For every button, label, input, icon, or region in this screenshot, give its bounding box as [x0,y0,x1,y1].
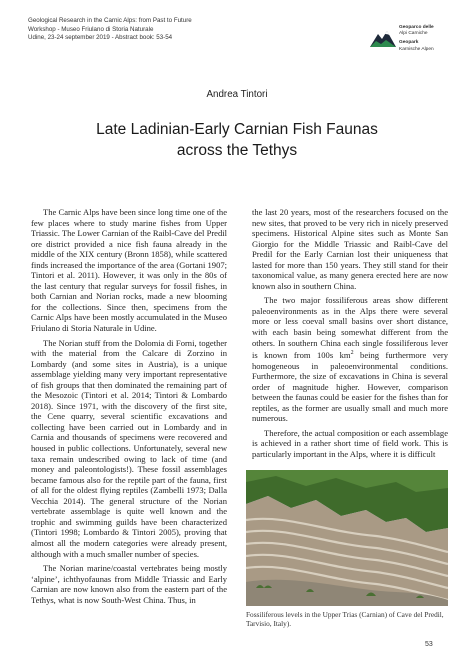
mountain-logo-icon [370,29,396,47]
paragraph-2: The Norian stuff from the Dolomia di Forni, together with the material from the Calcare di Zorzino in Lombardy (and some sites in Austria), is a unique assemblage yielding many very important representative of fish groups that then dominated the remaining part of the Mesozoic (Tintori et al. 2014; Tintori & Lombardo 2018). Since 1971, with the discovery of the first site, the Cene quarry, several scientific excavations and collecting have been carried out in Lombardy and in Carnia and thousands of specimens were recovered and housed in public collections. Unfortunately, several new taxa remain undescribed owing to lack of time (and money and paleontologists!). These fossil assemblages became famous also for the reptile part of the fauna, first of all for the oldest flying reptiles (Zambelli 1973; Dalla Vecchia 2014). The general structure of the Norian vertebrate assemblage is quite well known and the trophic and swimming guilds have been characterized (Tintori 1998; Lombardo & Tintori 2005), proving that almost all the modern categories were already present, although with a much smaller number of species. [31,337,227,559]
paragraph-5: Therefore, the actual composition or each assemblage is achieved in a rather short time of field work. This is particularly important in the Alps, where it is difficult [252,427,448,459]
author-name: Andrea Tintori [206,89,268,100]
title-line-2: across the Tethys [176,142,298,159]
page-number: 53 [425,641,433,648]
header-line-2: Workshop - Museo Friulano di Storia Naturale [28,25,154,33]
header-line-1: Geological Research in the Carnic Alps: from Past to Future [28,17,192,24]
paragraph-4-text-a: The two major fossiliferous areas show different paleoenvironments as in the Alps there were several more or less coeval small basins over short distance, with each basin being somewhat different from the others. In southern China each single fossiliferous lever is known from 100s km [252,295,448,360]
figure-caption: Fossiliferous levels in the Upper Trias (Carnian) of Cave del Predil, Tarvisio, Italy). [246,610,444,628]
logo-text [399,25,434,53]
superscript-two: 2 [350,350,354,357]
paragraph-3-continued: the last 20 years, most of the researchers focused on the new sites, that proved to be very rich in nicely preserved specimens. Historical Alpine sites such as Monte San Giorgio for the Middle Triassic and Raibl-Cave del Predil for the Early Carnian lost their uniqueness that lasted for more than 150 years. They still stand for their taxonomical value, as many genera erected here are now known also in southern China. [252,207,448,291]
running-header [28,17,328,43]
paper-title [0,119,474,161]
logo-line-3: Geopark [399,40,419,46]
figure-photo [246,470,448,606]
left-column [31,207,227,609]
logo-line-2: Alpi Carniche [399,31,428,37]
right-column [252,207,448,463]
logo-line-4: Karnische Alpen [399,46,434,52]
paragraph-1: The Carnic Alps have been since long time one of the few places where to study marine fishes from Upper Triassic. The Lower Carnian of the Raibl-Cave del Predil ore district provided a nice fish fauna already in the middle of the XIX century (Bronn 1858), while scattered finds increased the importance of the area (Gortani 1907; Tintori et al. 2011). However, it was only in the 80s of the last century that regular surveys for fossil fishes, in both Carnian and Norian rocks, made a new blooming for the collections. Since then, specimens from the Carnic Alps have been mostly accumulated in the Museo Friulano di Storia Naturale in Udine. [31,207,227,334]
logo-line-1: Geoparco delle [399,25,434,30]
title-line-1: Late Ladinian-Early Carnian Fish Faunas [96,121,378,138]
paragraph-3: The Norian marine/coastal vertebrates being mostly ‘alpine’, ichthyofaunas from Middle Triassic and Early Carnian are now known also from the eastern part of the Tethys, what is now South-West China. Thus, in [31,563,227,605]
paragraph-4 [252,295,448,423]
geopark-logo [370,25,448,55]
header-line-3: Udine, 23-24 september 2019 - Abstract book: 53-54 [28,34,173,42]
paragraph-4-text-b: being furthermore very homogeneous in paleoenvironmental conditions. Furthermore, the size of excavations in China is several order of magnitude higher. However, comparison between the faunas could be easier for the fishes than for reptiles, as the former are usually small and much more numerous. [252,349,448,424]
